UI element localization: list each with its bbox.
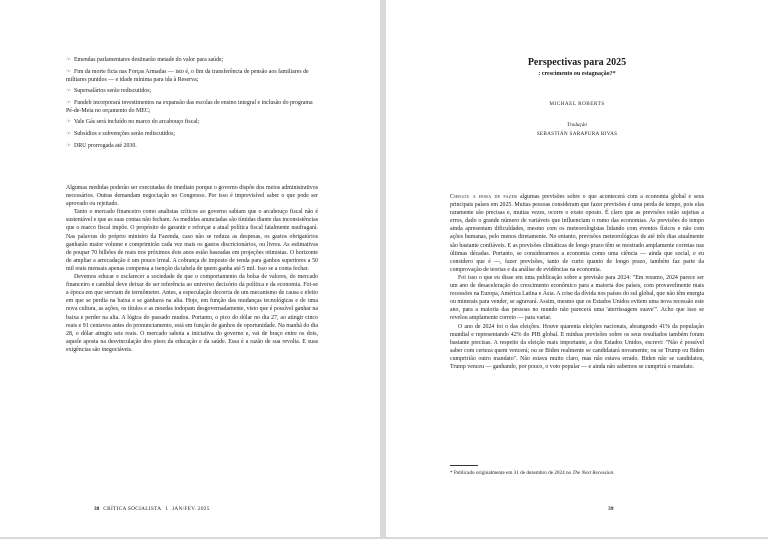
translation-label: Tradução <box>567 122 587 128</box>
lead-smallcaps: Chegou a hora de fazer <box>450 194 518 200</box>
measures-list <box>66 56 318 153</box>
right-page <box>386 0 768 537</box>
left-body-text <box>66 184 318 354</box>
issue-number: 1 <box>165 506 169 512</box>
footnote-source: The Next Recession <box>572 470 614 476</box>
paragraph: Tanto o mercado financeiro como analistas críticos ao governo sabiam que o arcabouço fiscal não é sustentável e que as suas contas não fecham. As medidas anunciadas são tímidas diante das inconsistências que o marco fiscal impõe. O propósito de garantir e reforçar a atual política fiscal fatalmente naufragará. Nas palavras do próprio ministro da Fazenda, caso não se reduza as despesas, os gastos obrigatórios ganharão maior volume e comprimirão cada vez mais os gastos discricionários, ou livres. As estimativas de poupar 70 bilhões de reais nos próximos dois anos estão baseadas em projeções otimistas. O horizonte de ampliar a arrecadação é um pouco irreal. A cobrança de imposto de renda para ganhos superiores a 50 mil reais mensais apenas compensa a isenção da tabela de quem ganha até 5 mil. Isso se a conta fechar. <box>66 209 318 272</box>
list-item: ☞ Vale Gás será incluído no marco do arcabouço fiscal; <box>66 119 200 126</box>
paragraph: Chegou a hora de fazer algumas previsões sobre o que acontecerá com a economia global e seus principais países em 2025. Muitas pessoas consideram que fazer previsões é uma perda de tempo, pois elas raramente são precisas e, muitas vezes, ocorre o exato oposto. É claro que as previsões estão sujeitas a erros, dado o grande número de variáveis que influenciam o rumo das economias. As previsões do tempo ainda apresentam dificuldades, mesmo com os meteorologistas lidando com eventos físicos e não com ações humanas, pelo menos diretamente. No entanto, previsões meteorológicas de até três dias atualmente são bastante confiáveis. E as previsões climáticas de longo prazo têm se mostrado amplamente corretas nas últimas décadas. Portanto, se considerarmos a economia como uma ciência — ainda que social, e eu considero que é —, fazer previsões, tanto de curto quanto de longo prazo, também faz parte da comprovação de teorias e da análise de evidências na economia. <box>450 194 705 273</box>
pointing-hand-icon: ☞ <box>66 142 71 149</box>
page-number: 39 <box>608 506 614 512</box>
journal-name: CRÍTICA SOCIALISTA <box>103 506 162 512</box>
pointing-hand-icon: ☞ <box>66 130 71 137</box>
page-number: 38 <box>94 506 100 512</box>
list-item: ☞ Subsídios e subvenções serão rediscutidos; <box>66 130 176 137</box>
list-item: ☞ Fundeb incorporará investimentos na expansão das escolas de ensino integral e inclusão do programa Pé-de-Meia no orçamento do MEC; <box>66 99 313 114</box>
paragraph: O ano de 2024 foi o das eleições. Houve quarenta eleições nacionais, abrangendo 41% da população mundial e representando 42% do PIB global. E minhas previsões sobre os seus resultados também foram bastante precisas. A respeito da eleição mais importante, a dos Estados Unidos, escrevi: "Não é possível saber com certeza quem vencerá; ou se Biden realmente se candidatará novamente; ou se Trump ou Biden cumpririão outro mandato". Não estava muito claro, mas não estava errado. Biden não se candidatou, Trump venceu — ganhando, por pouco, o voto popular — e ainda não sabemos se cumprirá o mandato. <box>450 323 704 370</box>
author-name: MICHAEL ROBERTS <box>549 101 605 107</box>
footnote-rule <box>450 465 478 466</box>
article-title: Perspectivas para 2025 <box>527 57 627 68</box>
list-item: ☞ Fim da morte ficta nas Forças Armadas — isto é, o fim da transferência de pensão aos familiares de militares punidos — e idade mínima para ida à Reserva; <box>66 68 309 83</box>
left-page-footer <box>94 506 210 513</box>
left-page <box>0 0 380 537</box>
list-item: ☞ Emendas parlamentares destinarão metade do valor para saúde; <box>66 57 224 63</box>
paragraph: Algumas medidas poderão ser executadas de imediato porque o governo dispõe dos meios administrativos necessários. Outras demandam negociação no Congresso. Por isso é imprevisível saber o que pode ser aprovado ou rejeitado. <box>66 185 318 208</box>
paragraph: Foi isso o que eu disse em uma publicação sobre a previsão para 2024: "Em resumo, 2024 parece ser um ano de desaceleração do crescimento econômico para a maioria dos países, com provavelmente mais recessões na Europa, América Latina e Ásia. A crise da dívida nos países do sul global, que não têm energia ou minerais para vender, se agravará. Assim, mesmo que os Estados Unidos evitem uma nova recessão este ano, para a maioria das pessoas no mundo não parecerá uma 'aterrissagem suave'". Acho que isso se revelou amplamente correto — para variar. <box>450 274 704 322</box>
list-item: ☞ DRU prorrogada até 2030. <box>66 142 137 149</box>
pointing-hand-icon: ☞ <box>66 99 71 106</box>
paragraph: Devemos educar e esclarecer a sociedade de que o comportamento da bolsa de valores, do mercado financeiro e cambial deve deixar de ser referência ao universo decisório da política e da economia. Foi-se a época em que serviam de termômetro. Antes, a especulação decorria de um mecanismo de causa e efeito em que se perdia na baixa e se ganhava na alta. Hoje, em função das mudanças tecnológicas e de uma nova cultura, as ações, os títulos e as moedas todopam desgovernadamente, visto que é possível ganhar na baixa e perder na alta. A lógica do passado mudou. Portanto, o pico do dólar no dia 27, ao atingir cinco reais e 91 centavos antes do pronunciamento, está em função de ganhos de oportunidade. Na manhã do dia 28, o dólar atingiu seis reais. O mercado sabota a iniciativa do governo e, vai de braço entre os dois, aquele aposta na desvinculação dos pisos da educação e da saúde. Essa é a razão de sua revolta. E suas exigências são inegociáveis. <box>66 274 318 353</box>
pointing-hand-icon: ☞ <box>66 57 71 63</box>
footnote: * Publicado originalmente em 31 de dezembro de 2024 no The Next Recession. <box>450 470 615 476</box>
pointing-hand-icon: ☞ <box>66 88 71 95</box>
pointing-hand-icon: ☞ <box>66 68 71 75</box>
list-item: ☞ Supersalários serão rediscutidos; <box>66 88 152 95</box>
right-body-text <box>450 193 704 371</box>
issue-date: JAN/FEV. 2025 <box>172 506 210 512</box>
article-subtitle: : crescimento ou estagnação?* <box>538 71 616 77</box>
pointing-hand-icon: ☞ <box>66 119 71 126</box>
translator-name: SEBASTIÁN SARAPURA RIVAS <box>536 131 618 137</box>
